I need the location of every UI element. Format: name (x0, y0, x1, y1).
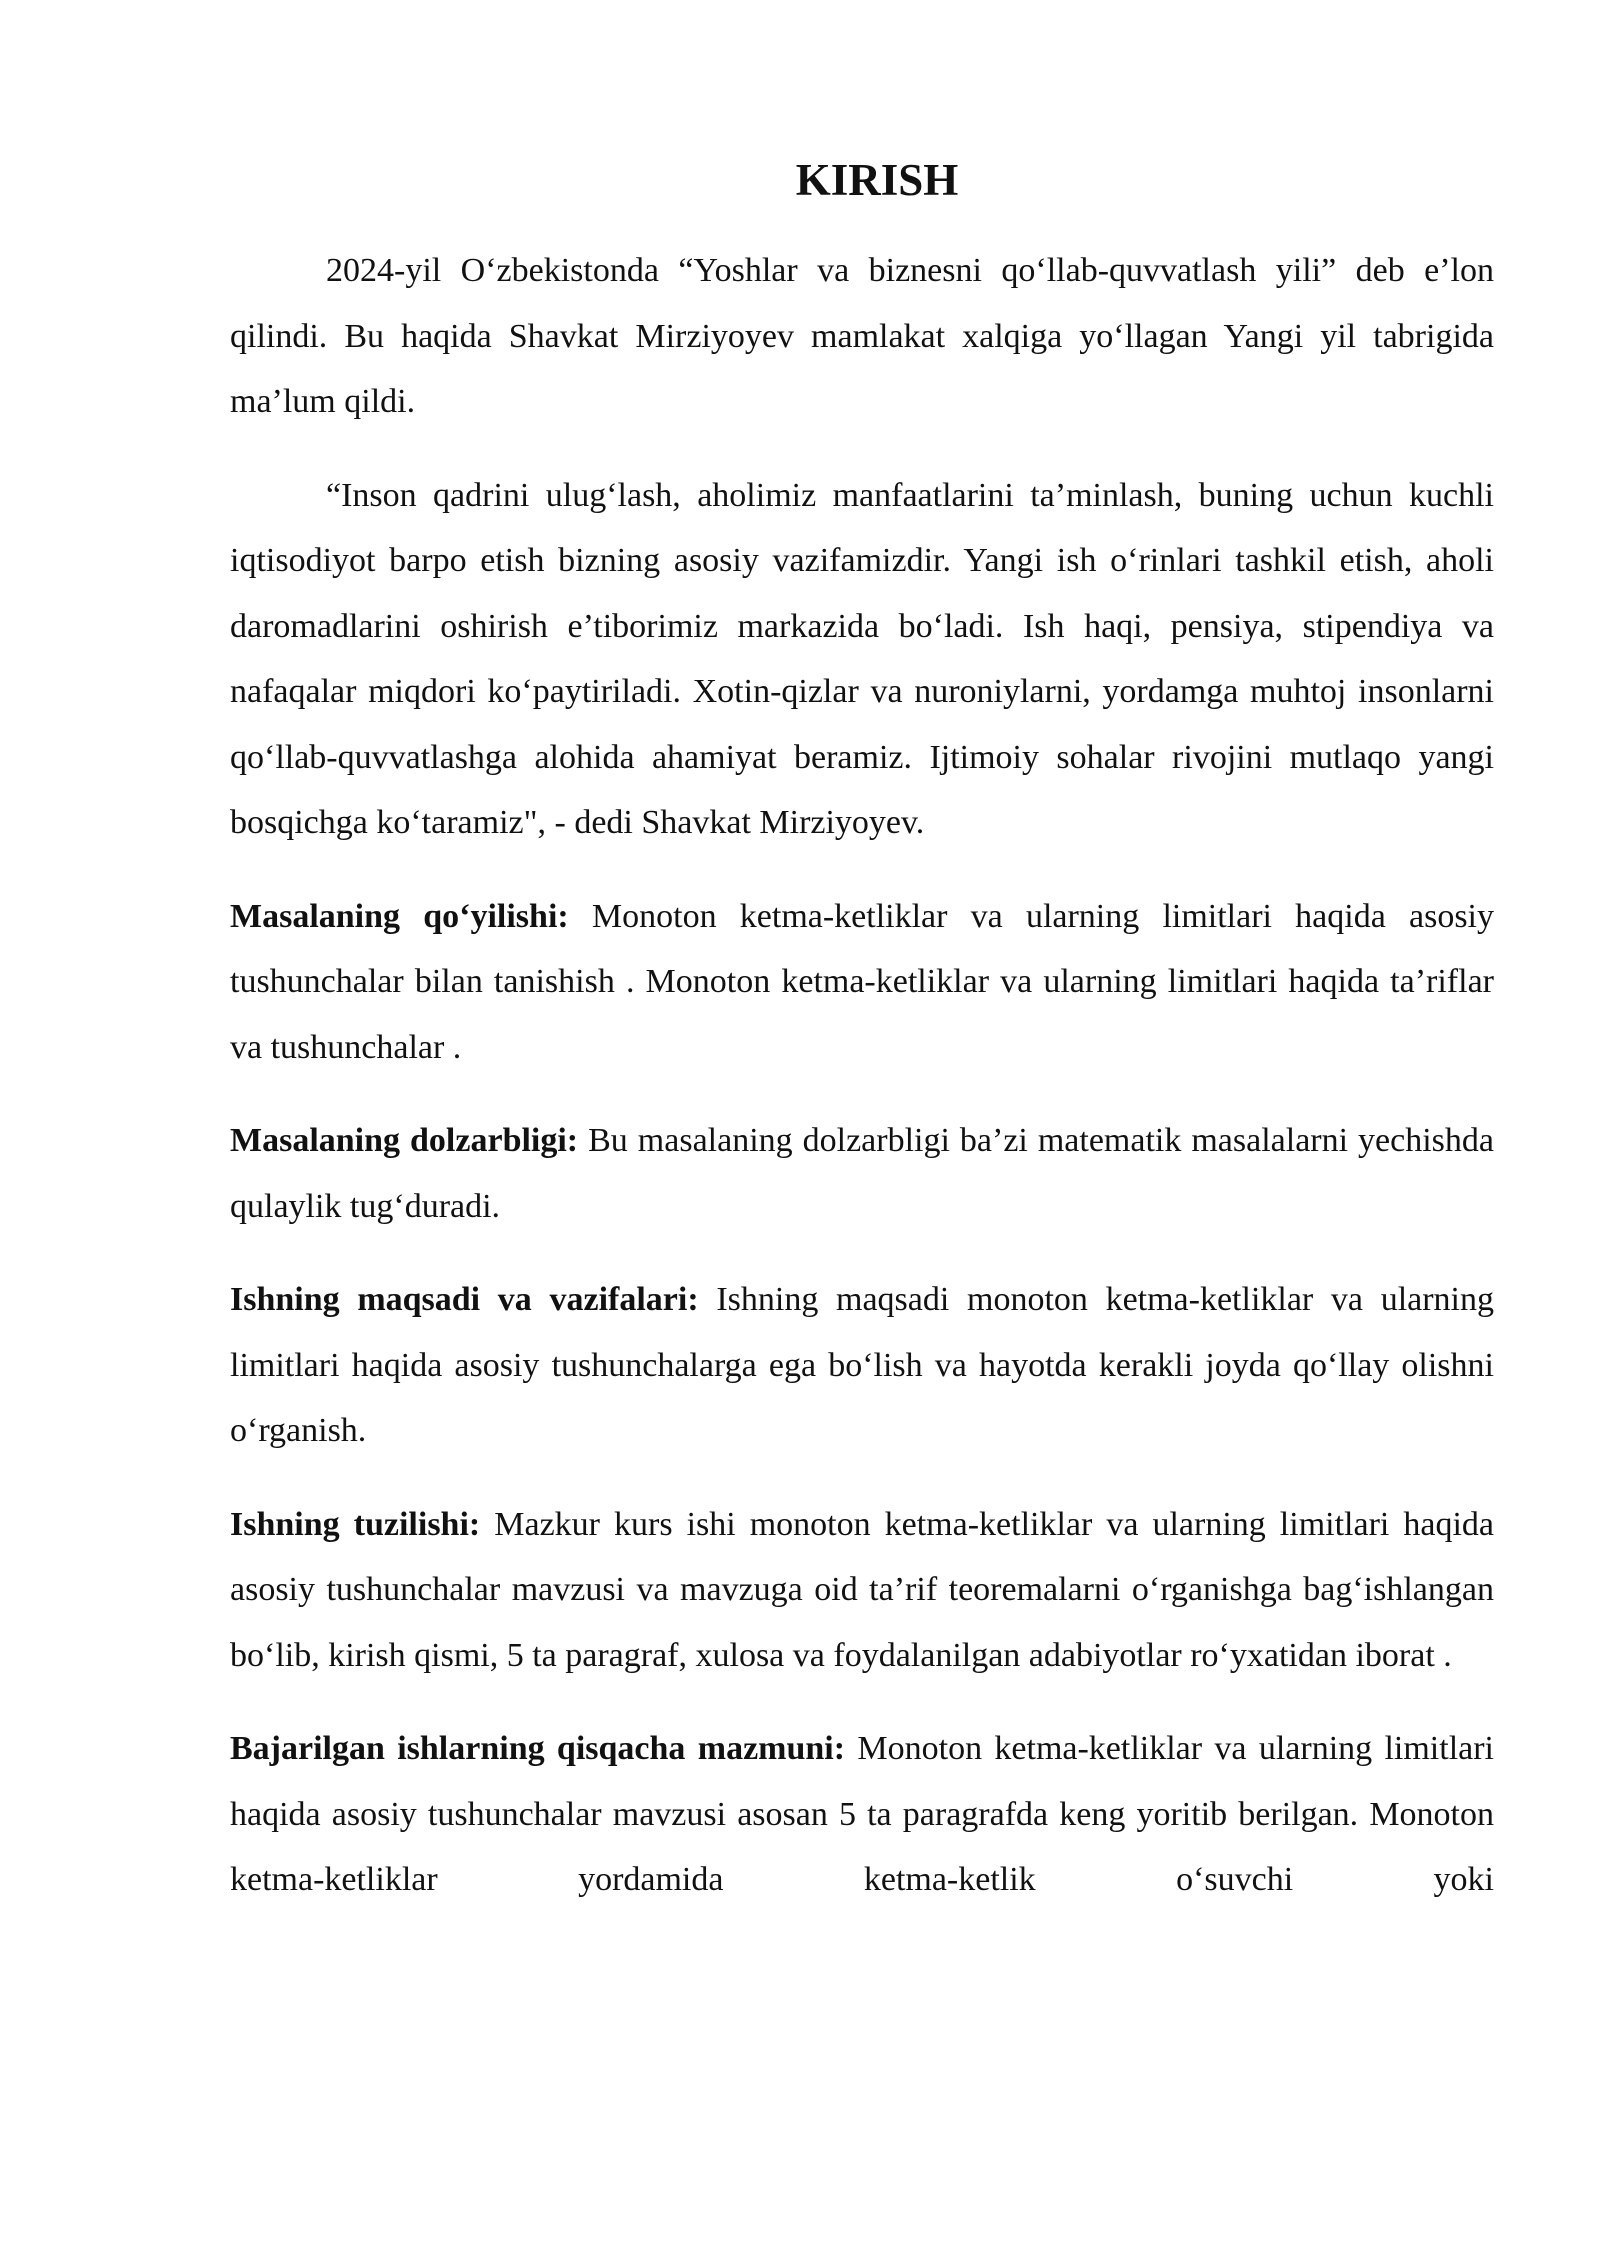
page-title: KIRISH (795, 155, 959, 205)
section-text: Monoton ketma-ketliklar va ularning limitlari haqida asosiy tushunchalar mavzusi asosan 5 ta paragrafda keng yoritib berilgan. Monoton ketma-ketliklar yordamida ketma-ketlik o‘suvchi yoki (230, 1730, 1494, 1898)
section-label: Ishning maqsadi va vazifalari: (230, 1281, 699, 1318)
section-goals (230, 1267, 1494, 1464)
section-label: Masalaning qo‘yilishi: (230, 897, 569, 935)
section-label: Masalaning dolzarbligi: (230, 1122, 579, 1159)
section-problem-statement (230, 884, 1494, 1081)
section-text: Ishning maqsadi monoton ketma-ketliklar va ularning limitlari haqida asosiy tushunchalarga ega bo‘lish va hayotda kerakli joyda qo‘llay olishni o‘rganish. (230, 1281, 1494, 1449)
section-text: Monoton ketma-ketliklar va ularning limitlari haqida asosiy tushunchalar bilan tanishish . Monoton ketma-ketliklar va ularning limitlari haqida ta’riflar va tushunchalar . (230, 897, 1494, 1066)
section-summary (230, 1716, 1494, 1913)
section-label: Ishning tuzilishi: (230, 1505, 481, 1543)
section-label: Bajarilgan ishlarning qisqacha mazmuni: (230, 1730, 846, 1767)
section-structure (230, 1492, 1494, 1689)
intro-paragraph-2-quote: “Inson qadrini ulug‘lash, aholimiz manfaatlarini ta’minlash, buning uchun kuchli iqtisodiyot barpo etish bizning asosiy vazifamizdir. Yangi ish o‘rinlari tashkil etish, aholi daromadlarini oshirish e’tiborimiz markazida bo‘ladi. Ish haqi, pensiya, stipendiya va nafaqalar miqdori ko‘paytiriladi. Xotin-qizlar va nuroniylarni, yordamga muhtoj insonlarni qo‘llab-quvvatlashga alohida ahamiyat beramiz. Ijtimoiy sohalar rivojini mutlaqo yangi bosqichga ko‘taramiz", - dedi Shavkat Mirziyoyev. (230, 476, 1494, 841)
section-text: Bu masalaning dolzarbligi ba’zi matematik masalalarni yechishda qulaylik tug‘duradi. (230, 1122, 1495, 1225)
section-text: Mazkur kurs ishi monoton ketma-ketliklar va ularning limitlari haqida asosiy tushunchalar mavzusi va mavzuga oid ta’rif teoremalarni o‘rganishga bag‘ishlangan bo‘lib, kirish qismi, 5 ta paragraf, xulosa va foydalanilgan adabiyotlar ro‘yxatidan iborat . (230, 1505, 1494, 1674)
intro-paragraph-1: 2024-yil O‘zbekistonda “Yoshlar va biznesni qo‘llab-quvvatlash yili” deb e’lon qilindi. Bu haqida Shavkat Mirziyoyev mamlakat xalqiga yo‘llagan Yangi yil tabrigida ma’lum qildi. (230, 252, 1494, 420)
document-page (230, 150, 1494, 1941)
section-relevance (230, 1108, 1494, 1239)
